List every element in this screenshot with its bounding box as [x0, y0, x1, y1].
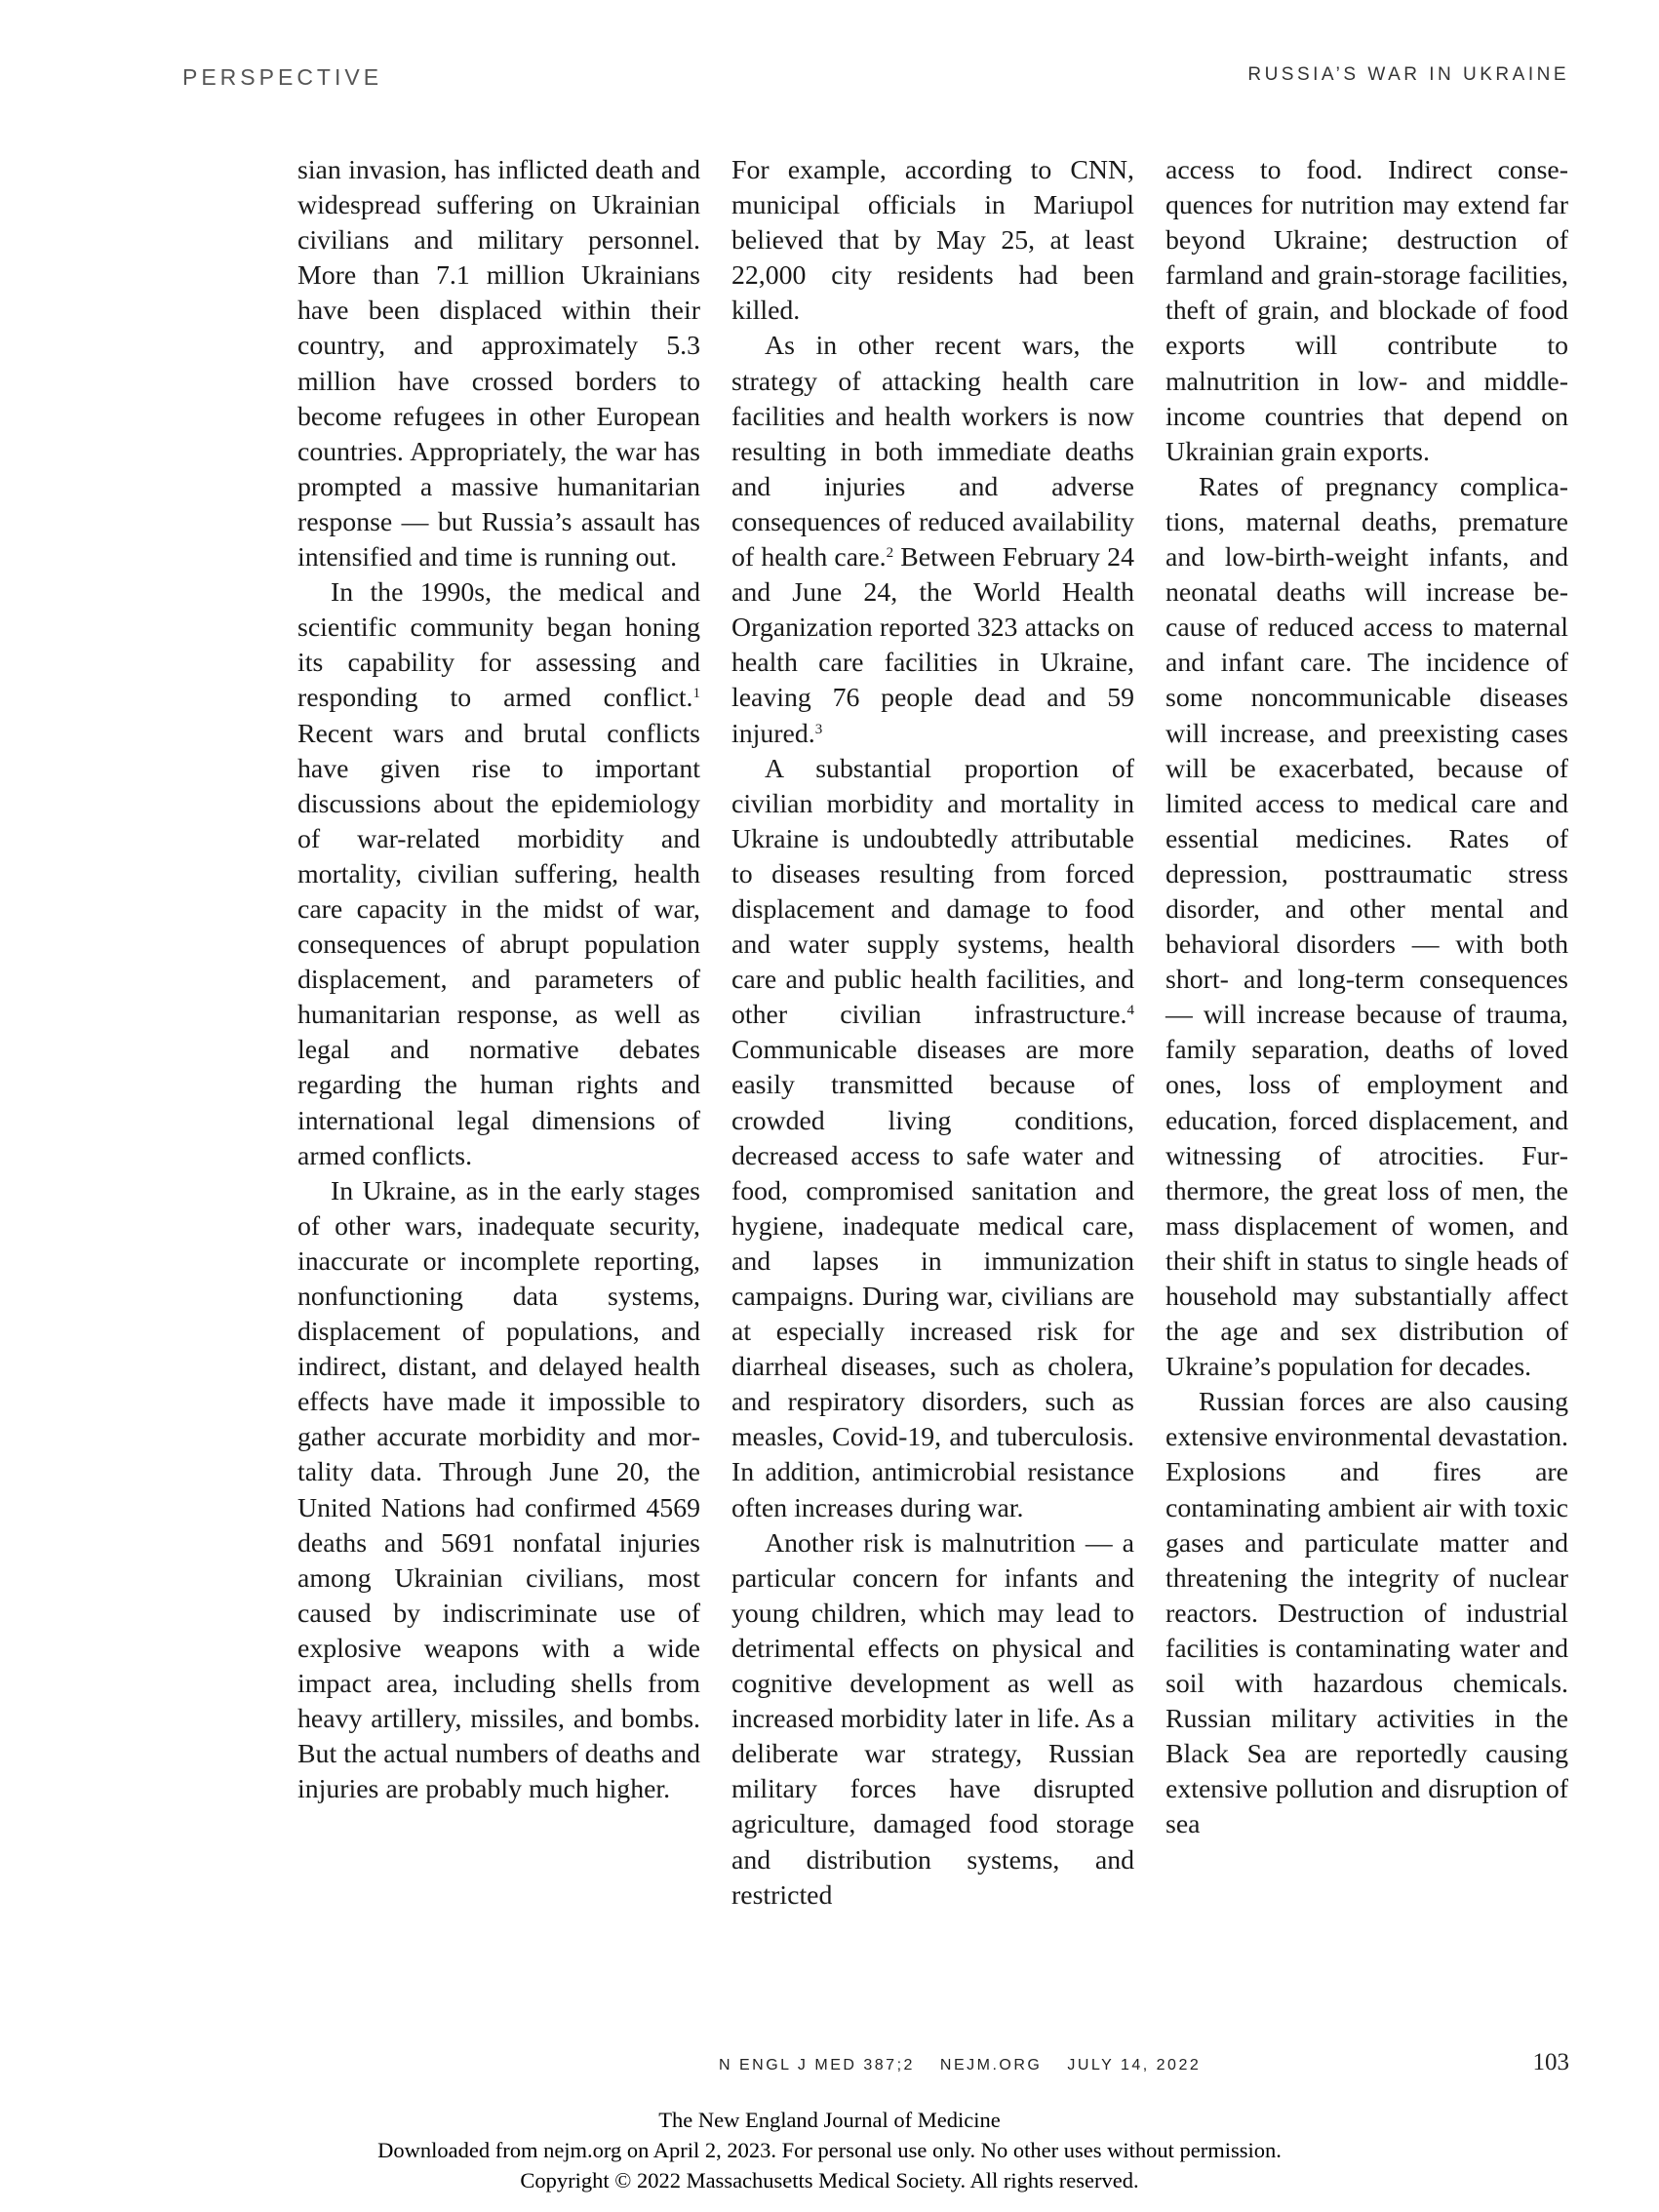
- download-footer: [0, 2105, 1659, 2195]
- paragraph: [731, 1526, 1134, 1914]
- footer-download-note: Downloaded from nejm.org on April 2, 2023. For personal use only. No other uses without permission.: [377, 2138, 1282, 2162]
- folio-citation: [719, 2057, 1226, 2074]
- paragraph-text: A substantial proportion of civilian morbidity and mortality in Ukraine is undoubtedly attributable to diseases resulting from forced displacement and damage to food and water supply systems, health care and public health facilities, and other civilian infrastructure.: [731, 753, 1134, 1031]
- article-body: [297, 153, 1568, 1957]
- section-label: PERSPECTIVE: [182, 64, 383, 90]
- reference-marker: 1: [692, 686, 700, 702]
- paragraph: [731, 752, 1134, 1526]
- reference-marker: 3: [814, 721, 823, 737]
- paragraph: [297, 1174, 700, 1808]
- topic-label: RUSSIA’S WAR IN UKRAINE: [1247, 64, 1569, 85]
- footer-copyright: Copyright © 2022 Massachusetts Medical Society. All rights reserved.: [520, 2168, 1139, 2192]
- paragraph-text: In Ukraine, as in the early stages of other wars, inadequate security, inaccurate or incomplete reporting, nonfunctioning data systems, displacement of populations, and indirect, distant, and delayed health effects have made it impossible to gather accurate morbidity and mortality data. Through June 20, the United Nations had confirmed 4569 deaths and 5691 nonfatal injuries among Ukrainian civilians, most caused by indiscriminate use of explosive weapons with a wide impact area, including shells from heavy artillery, missiles, and bombs. But the actual numbers of deaths and injuries are probably much higher.: [297, 1175, 700, 1805]
- paragraph-text: For example, according to CNN, municipal officials in Mariupol believed that by May 25, at least 22,000 city residents had been killed.: [731, 155, 1134, 327]
- reference-marker: 4: [1126, 1003, 1134, 1019]
- paragraph-text: Between February 24 and June 24, the World Health Organization reported 323 attacks on health care facilities in Ukraine, leaving 76 people dead and 59 injured.: [731, 542, 1134, 749]
- paragraph: [1165, 1385, 1568, 1842]
- paragraph-text: Russian forces are also causing extensive environmental devastation. Explosions and fires are contaminating ambient air with toxic gases and particulate matter and threatening the integrity of nuclear reactors. Destruction of industrial facilities is contaminating water and soil with hazardous chemicals. Russian military activities in the Black Sea are reportedly causing extensive pollution and disruption of sea: [1165, 1387, 1568, 1840]
- footer-journal: The New England Journal of Medicine: [658, 2108, 1001, 2132]
- paragraph-text: In the 1990s, the medical and scientific community began honing its capability for assessing and responding to armed conflict.: [297, 577, 700, 714]
- paragraph: [731, 153, 1134, 329]
- paragraph-text: Rates of pregnancy complications, maternal deaths, premature and low-birth-weight infants, and neonatal deaths will increase because of reduced access to maternal and infant care. The incidence of some noncommunicable diseases will increase, and preexisting cases will be exacerbated, because of limited access to medical care and essential medicines. Rates of depression, posttraumatic stress disorder, and other mental and behavioral disorders — with both short- and long-term consequences — will increase because of trauma, family separation, deaths of loved ones, loss of employment and education, forced displacement, and witnessing of atrocities. Furthermore, the great loss of men, the mass displacement of women, and their shift in status to single heads of household may substantially affect the age and sex distribution of Ukraine’s population for decades.: [1165, 471, 1568, 1383]
- column-1: [297, 153, 700, 1807]
- paragraph: [1165, 470, 1568, 1385]
- page-number: 103: [1532, 2049, 1569, 2075]
- paragraph-text: As in other recent wars, the strategy of attacking health care facilities and health workers is now resulting in both immediate deaths and injuries and adverse consequences of reduced availability of health care.: [731, 331, 1134, 573]
- paragraph-text: Communicable diseases are more easily transmitted because of crowded living conditions, decreased access to safe water and food, compromised sanitation and hygiene, inadequate medical care, and lapses in immunization campaigns. During war, civilians are at especially increased risk for diarrheal diseases, such as cholera, and respiratory disorders, such as measles, Covid-19, and tuberculosis. In addition, antimicrobial resistance often increases during war.: [731, 1035, 1134, 1523]
- paragraph-text: Another risk is malnutrition — a particular concern for infants and young children, which may lead to detrimental effects on physical and cognitive development as well as increased morbidity later in life. As a deliberate war strategy, Russian military forces have disrupted agriculture, damaged food storage and distribution systems, and restricted: [731, 1527, 1134, 1911]
- paragraph: [731, 329, 1134, 751]
- paragraph-text: access to food. Indirect consequences for nutrition may extend far beyond Ukraine; destruction of farmland and grain-storage facilities, theft of grain, and blockade of food exports will contribute to malnutrition in low- and middle-income countries that depend on Ukrainian grain exports.: [1165, 155, 1568, 467]
- paragraph: [297, 153, 700, 575]
- paragraph: [1165, 153, 1568, 470]
- reference-marker: 2: [886, 545, 894, 562]
- column-3: [1165, 153, 1568, 1843]
- journal-citation: N ENGL J MED 387;2: [719, 2057, 915, 2074]
- paragraph: [297, 575, 700, 1174]
- journal-site: NEJM.ORG: [939, 2057, 1043, 2074]
- issue-date: JULY 14, 2022: [1067, 2057, 1202, 2074]
- paragraph-text: Recent wars and brutal conflicts have given rise to important discussions about the epidemiology of war-related morbidity and mortality, civilian suffering, health care capacity in the midst of war, consequences of abrupt population displacement, and parameters of humanitarian response, as well as legal and normative debates regarding the human rights and international legal dimensions of armed conflicts.: [297, 718, 700, 1171]
- paragraph-text: sian invasion, has inflicted death and widespread suffering on Ukrainian civilians and military personnel. More than 7.1 million Ukrainians have been displaced within their country, and approximately 5.3 million have crossed borders to become refugees in other European countries. Appropriately, the war has prompted a massive humanitarian response — but Russia’s assault has intensified and time is running out.: [297, 155, 700, 573]
- column-2: [731, 153, 1134, 1914]
